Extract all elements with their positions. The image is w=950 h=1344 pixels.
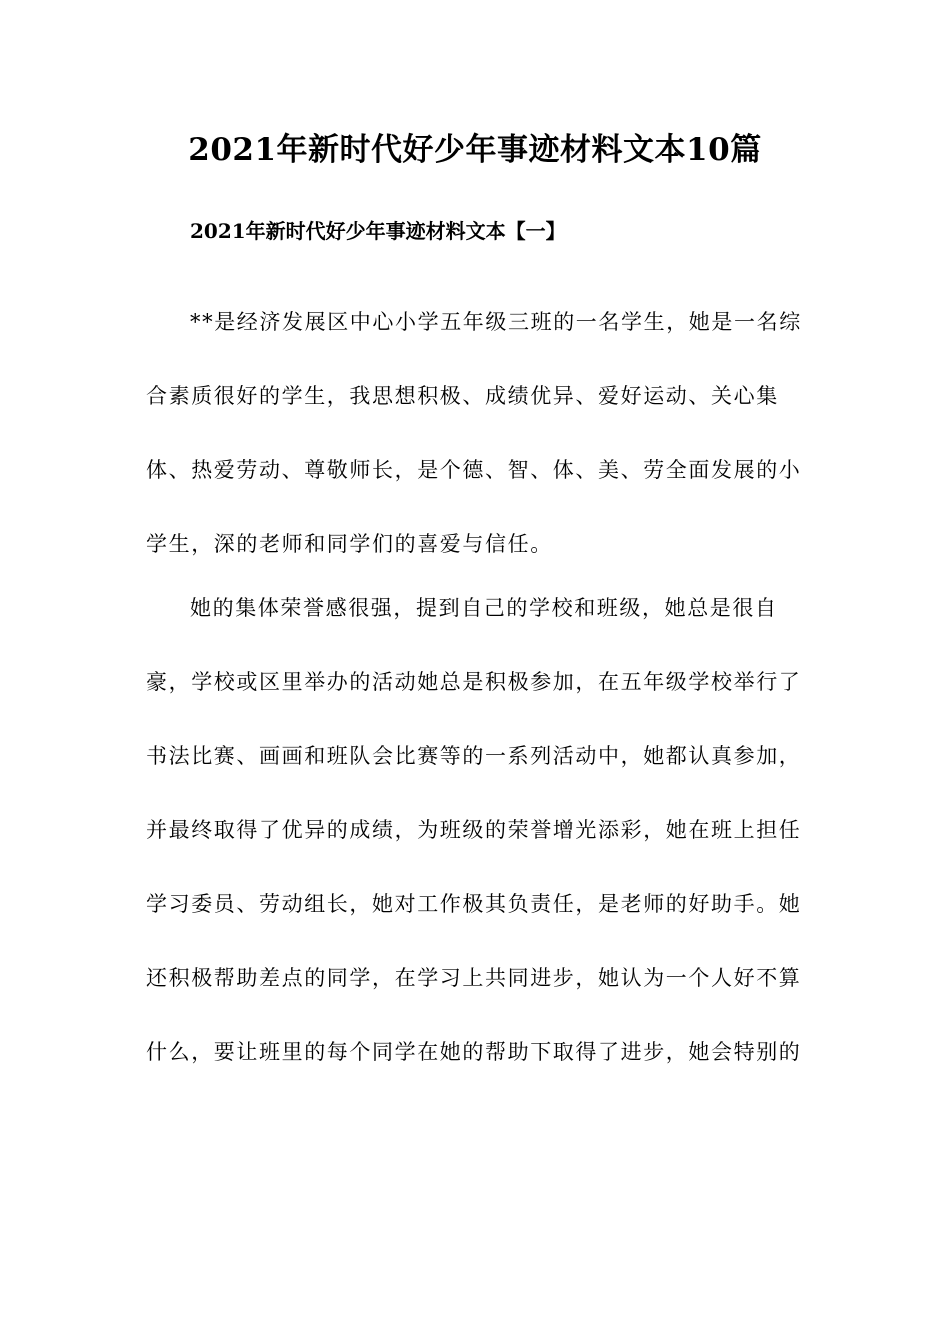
paragraph-2-line-3: 书法比赛、画画和班队会比赛等的一系列活动中，她都认真参加， xyxy=(146,744,802,768)
document-title: 2021年新时代好少年事迹材料文本10篇 xyxy=(188,132,762,168)
paragraph-1-line-1: **是经济发展区中心小学五年级三班的一名学生，她是一名综 xyxy=(190,310,802,334)
paragraph-2-line-7: 什么，要让班里的每个同学在她的帮助下取得了进步，她会特别的 xyxy=(146,1040,802,1064)
section-heading: 2021年新时代好少年事迹材料文本【一】 xyxy=(190,219,566,243)
paragraph-2-line-5: 学习委员、劳动组长，她对工作极其负责任，是老师的好助手。她 xyxy=(146,892,802,916)
paragraph-2-line-2: 豪，学校或区里举办的活动她总是积极参加，在五年级学校举行了 xyxy=(146,670,802,694)
paragraph-1-line-4: 学生，深的老师和同学们的喜爱与信任。 xyxy=(146,532,553,556)
paragraph-2-line-4: 并最终取得了优异的成绩，为班级的荣誉增光添彩，她在班上担任 xyxy=(146,818,802,842)
paragraph-2-line-6: 还积极帮助差点的同学，在学习上共同进步，她认为一个人好不算 xyxy=(146,966,802,990)
paragraph-2-line-1: 她的集体荣誉感很强，提到自己的学校和班级，她总是很自 xyxy=(190,596,778,620)
paragraph-1-line-3: 体、热爱劳动、尊敬师长，是个德、智、体、美、劳全面发展的小 xyxy=(146,458,802,482)
paragraph-1-line-2: 合素质很好的学生，我思想积极、成绩优异、爱好运动、关心集 xyxy=(146,384,779,408)
